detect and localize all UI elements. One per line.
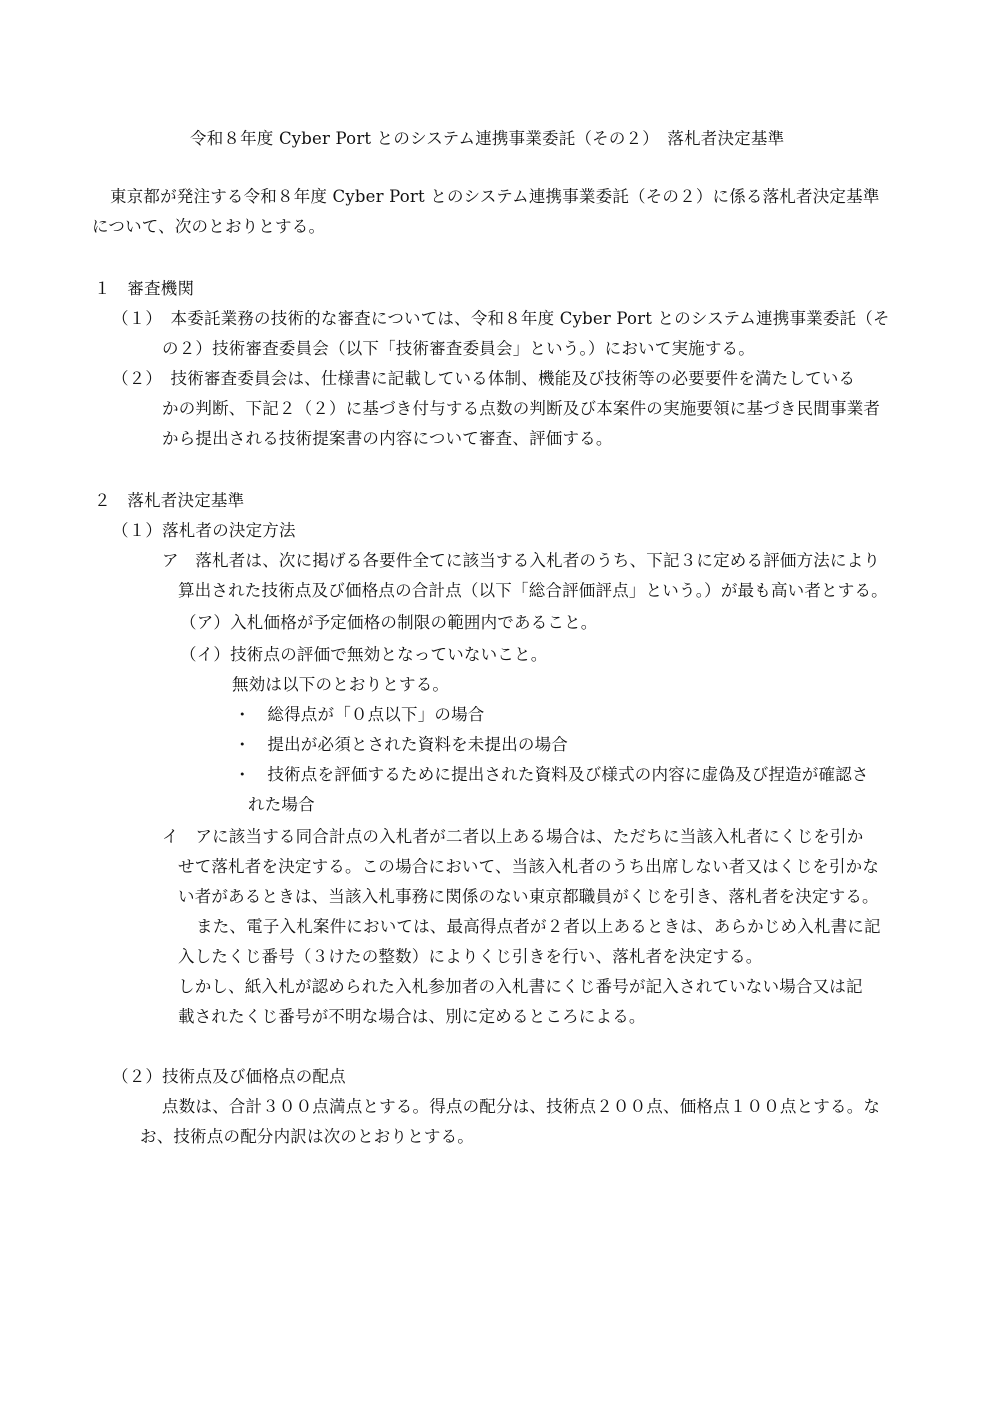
condition-i: （イ）技術点の評価で無効となっていないこと。 bbox=[180, 645, 548, 664]
clause-i-line-6: しかし、紙入札が認められた入札参加者の入札書にくじ番号が記入されていない場合又は記 bbox=[178, 977, 863, 996]
clause-i-line-3: い者があるときは、当該入札事務に関係のない東京都職員がくじを引き、落札者を決定する。 bbox=[178, 887, 879, 906]
section-2-sub-1-heading: （１）落札者の決定方法 bbox=[112, 521, 296, 540]
clause-i-line-5: 入したくじ番号（３けたの整数）によりくじ引きを行い、落札者を決定する。 bbox=[178, 947, 763, 966]
clause-i-line-1: イ アに該当する同合計点の入札者が二者以上ある場合は、ただちに当該入札者にくじを引か bbox=[162, 827, 864, 846]
allocation-line-2: お、技術点の配分内訳は次のとおりとする。 bbox=[140, 1127, 474, 1146]
clause-i-line-4: また、電子入札案件においては、最高得点者が２者以上あるときは、あらかじめ入札書に記 bbox=[196, 917, 881, 936]
section-1-item-1-line-2: の２）技術審査委員会（以下「技術審査委員会」という。）において実施する。 bbox=[162, 339, 755, 358]
section-1-item-1-line-1: （１） 本委託業務の技術的な審査については、令和８年度 Cyber Port とのシステム連携事業委託（そ bbox=[112, 309, 890, 328]
clause-i-line-7: 載されたくじ番号が不明な場合は、別に定めるところによる。 bbox=[178, 1007, 646, 1026]
section-2-heading: ２ 落札者決定基準 bbox=[94, 491, 245, 510]
section-1-item-2-line-1: （２） 技術審査委員会は、仕様書に記載している体制、機能及び技術等の必要要件を満たしている bbox=[112, 369, 856, 388]
section-1-heading: １ 審査機関 bbox=[94, 279, 195, 298]
section-1-item-2-line-3: から提出される技術提案書の内容について審査、評価する。 bbox=[162, 429, 613, 448]
condition-a: （ア）入札価格が予定価格の制限の範囲内であること。 bbox=[180, 613, 598, 632]
clause-a-line-2: 算出された技術点及び価格点の合計点（以下「総合評価評点」という。）が最も高い者とする。 bbox=[178, 581, 888, 600]
clause-a-line-1: ア 落札者は、次に掲げる各要件全てに該当する入札者のうち、下記３に定める評価方法により bbox=[162, 551, 881, 570]
allocation-line-1: 点数は、合計３００点満点とする。得点の配分は、技術点２００点、価格点１００点とする。な bbox=[162, 1097, 881, 1116]
invalid-intro: 無効は以下のとおりとする。 bbox=[232, 675, 450, 694]
document-title: 令和８年度 Cyber Port とのシステム連携事業委託（その２） 落札者決定基準 bbox=[190, 129, 785, 148]
invalid-bullet-2: ・ 提出が必須とされた資料を未提出の場合 bbox=[234, 735, 568, 754]
invalid-bullet-3-continued: れた場合 bbox=[248, 795, 315, 814]
section-2-sub-2-heading: （２）技術点及び価格点の配点 bbox=[112, 1067, 346, 1086]
section-1-item-2-line-2: かの判断、下記２（２）に基づき付与する点数の判断及び本案件の実施要領に基づき民間事業者 bbox=[162, 399, 881, 418]
intro-line-1: 東京都が発注する令和８年度 Cyber Port とのシステム連携事業委託（その２）に係る落札者決定基準 bbox=[110, 187, 880, 206]
clause-i-line-2: せて落札者を決定する。この場合において、当該入札者のうち出席しない者又はくじを引かな bbox=[178, 857, 880, 876]
invalid-bullet-3: ・ 技術点を評価するために提出された資料及び様式の内容に虚偽及び捏造が確認さ bbox=[234, 765, 869, 784]
invalid-bullet-1: ・ 総得点が「０点以下」の場合 bbox=[234, 705, 485, 724]
intro-line-2: について、次のとおりとする。 bbox=[92, 217, 326, 236]
